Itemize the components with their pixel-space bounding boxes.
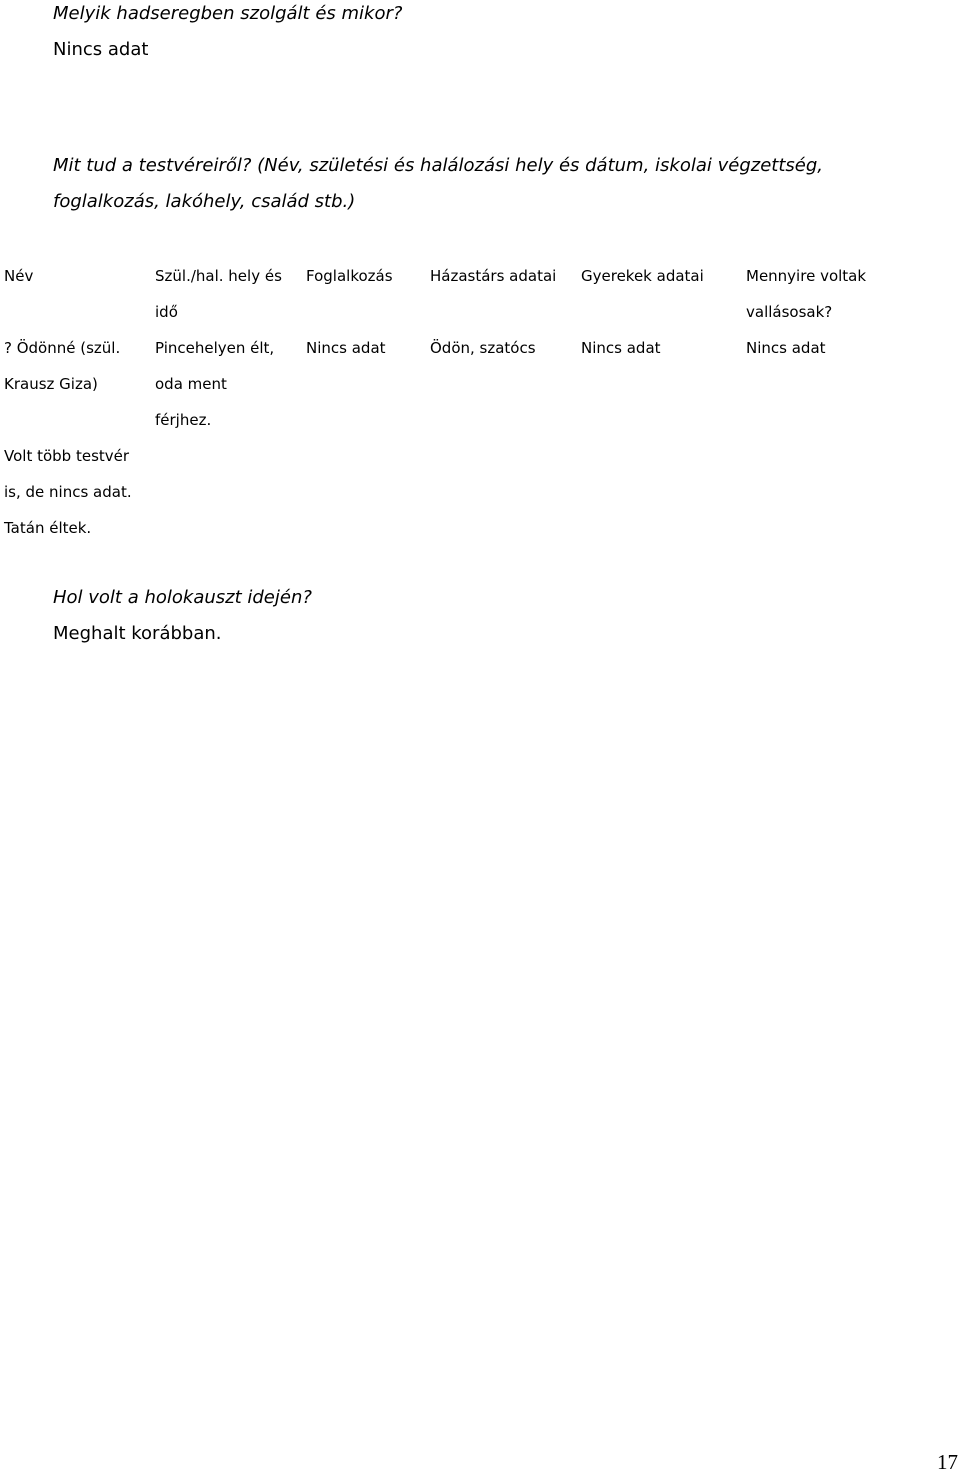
holocaust-question: Hol volt a holokauszt idején? [53,587,312,608]
siblings-question-line-2: foglalkozás, lakóhely, család stb.) [53,191,356,212]
holocaust-section [53,580,933,652]
cell-religiosity: Nincs adat [746,339,826,357]
siblings-table [0,258,932,546]
table-row [0,330,932,546]
header-occupation: Foglalkozás [306,267,393,285]
header-children: Gyerekek adatai [581,267,704,285]
cell-occupation: Nincs adat [306,339,386,357]
army-section [53,0,933,68]
header-religiosity: Mennyire voltak vallásosak? [746,267,867,321]
cell-birth-death: Pincehelyen élt, oda ment férjhez. [155,339,275,429]
siblings-question [53,148,933,220]
holocaust-answer: Meghalt korábban. [53,623,222,644]
cell-name: ? Ödönné (szül. Krausz Giza) Volt több testvér is, de nincs adat. Tatán éltek. [4,339,132,537]
cell-children: Nincs adat [581,339,661,357]
siblings-question-line-1: Mit tud a testvéreiről? (Név, születési és halálozási hely és dátum, iskolai végzettség, [53,155,823,176]
header-spouse: Házastárs adatai [430,267,557,285]
header-name: Név [4,267,34,285]
army-question: Melyik hadseregben szolgált és mikor? [53,3,403,24]
cell-spouse: Ödön, szatócs [430,339,536,357]
page-number: 17 [937,1450,958,1474]
table-header-row [0,258,932,330]
army-answer: Nincs adat [53,39,149,60]
header-birth-death: Szül./hal. hely és idő [155,267,282,321]
